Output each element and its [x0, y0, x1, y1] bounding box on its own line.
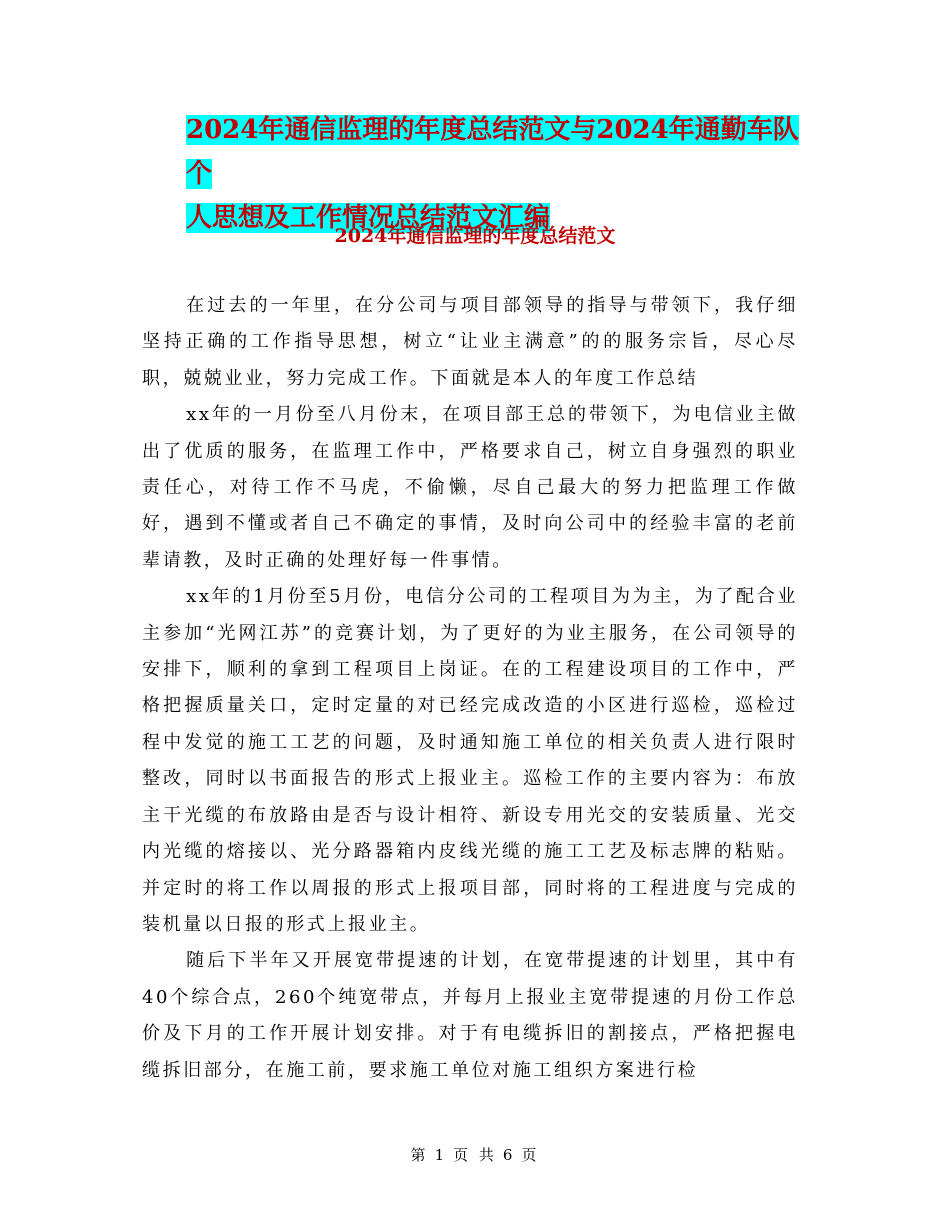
footer-prefix: 第	[410, 1146, 429, 1164]
footer-current-page: 1	[434, 1146, 448, 1164]
page-footer	[0, 1144, 950, 1165]
document-title-line-2: 人思想及工作情况总结范文汇编	[186, 203, 551, 233]
body-text	[142, 288, 798, 1089]
footer-suffix: 页	[521, 1146, 540, 1164]
paragraph-1: 在过去的一年里，在分公司与项目部领导的指导与带领下，我仔细坚持正确的工作指导思想，树立“让业主满意”的的服务宗旨，尽心尽职，兢兢业业，努力完成工作。下面就是本人的年度工作总结	[142, 295, 798, 389]
footer-total-pages: 6	[502, 1146, 516, 1164]
document-title-line-1: 2024年通信监理的年度总结范文与2024年通勤车队个	[186, 115, 799, 189]
footer-middle: 页 共	[453, 1146, 497, 1164]
paragraph-3: xx年的1月份至5月份，电信分公司的工程项目为为主，为了配合业主参加“光网江苏”的竞赛计划，为了更好的为业主服务，在公司领导的安排下，顺利的拿到工程项目上岗证。在的工程建设项目的工作中，严格把握质量关口，定时定量的对已经完成改造的小区进行巡检，巡检过程中发觉的施工工艺的问题，及时通知施工单位的相关负责人进行限时整改，同时以书面报告的形式上报业主。巡检工作的主要内容为：布放主干光缆的布放路由是否与设计相符、新设专用光交的安装质量、光交内光缆的熔接以、光分路器箱内皮线光缆的施工工艺及标志牌的粘贴。并定时的将工作以周报的形式上报项目部，同时将的工程进度与完成的装机量以日报的形式上报业主。	[142, 586, 798, 935]
paragraph-4: 随后下半年又开展宽带提速的计划，在宽带提速的计划里，其中有40个综合点，260个纯宽带点，并每月上报业主宽带提速的月份工作总价及下月的工作开展计划安排。对于有电缆拆旧的割接点，严格把握电缆拆旧部分，在施工前，要求施工单位对施工组织方案进行检	[142, 950, 798, 1081]
section-title: 2024年通信监理的年度总结范文	[334, 225, 616, 247]
paragraph-2: xx年的一月份至八月份末，在项目部王总的带领下，为电信业主做出了优质的服务，在监理工作中，严格要求自己，树立自身强烈的职业责任心，对待工作不马虎，不偷懒，尽自己最大的努力把监理工作做好，遇到不懂或者自己不确定的事情，及时向公司中的经验丰富的老前辈请教，及时正确的处理好每一件事情。	[142, 404, 798, 571]
